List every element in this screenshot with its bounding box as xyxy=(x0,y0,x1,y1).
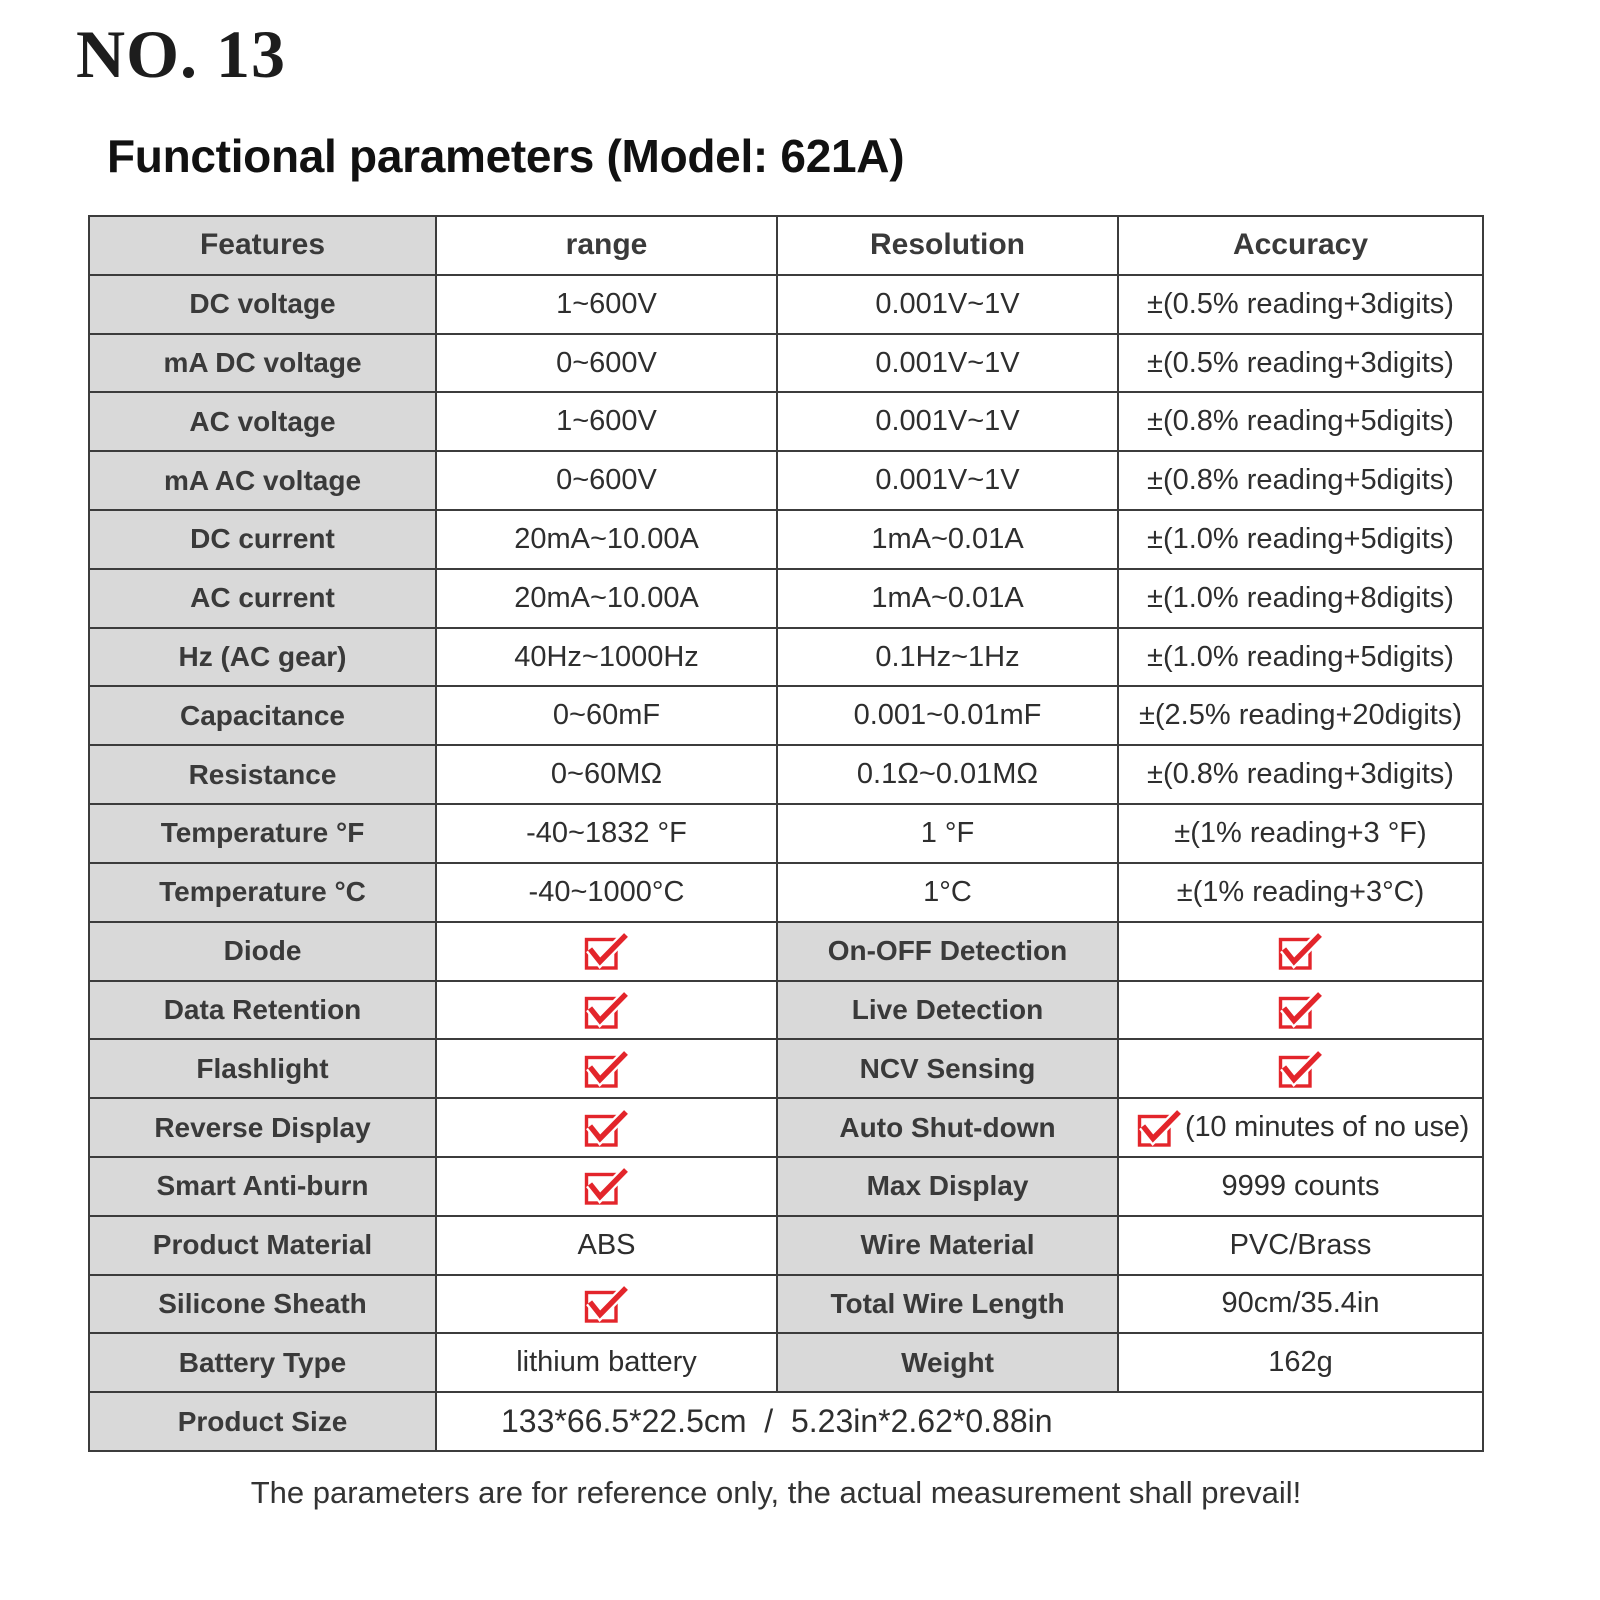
product-size-value: 133*66.5*22.5cm / 5.23in*2.62*0.88in xyxy=(437,1393,1484,1452)
feature-value: 9999 counts xyxy=(1119,1158,1484,1217)
accuracy-value: ±(0.8% reading+5digits) xyxy=(1119,452,1484,511)
feature-status xyxy=(1119,923,1484,982)
feature-label: AC current xyxy=(90,570,437,629)
feature-status xyxy=(1119,982,1484,1041)
accuracy-value: ±(1.0% reading+5digits) xyxy=(1119,511,1484,570)
feature-label: Capacitance xyxy=(90,687,437,746)
resolution-value: 0.001V~1V xyxy=(778,393,1119,452)
feature-label: Wire Material xyxy=(778,1217,1119,1276)
range-value: 40Hz~1000Hz xyxy=(437,629,778,688)
page-number: NO. 13 xyxy=(76,16,286,92)
checked-box-icon xyxy=(584,1166,630,1206)
feature-value: 90cm/35.4in xyxy=(1119,1276,1484,1335)
feature-label: On-OFF Detection xyxy=(778,923,1119,982)
feature-label: NCV Sensing xyxy=(778,1040,1119,1099)
feature-label: Hz (AC gear) xyxy=(90,629,437,688)
feature-value: 162g xyxy=(1119,1334,1484,1393)
feature-label: mA DC voltage xyxy=(90,335,437,394)
column-header-features: Features xyxy=(90,217,437,276)
range-value: -40~1832 °F xyxy=(437,805,778,864)
accuracy-value: ±(1% reading+3°C) xyxy=(1119,864,1484,923)
feature-label: Product Material xyxy=(90,1217,437,1276)
resolution-value: 1°C xyxy=(778,864,1119,923)
feature-label: Resistance xyxy=(90,746,437,805)
feature-label: Data Retention xyxy=(90,982,437,1041)
column-header-range: range xyxy=(437,217,778,276)
resolution-value: 0.1Ω~0.01MΩ xyxy=(778,746,1119,805)
feature-label: Total Wire Length xyxy=(778,1276,1119,1335)
range-value: 1~600V xyxy=(437,276,778,335)
footnote: The parameters are for reference only, the actual measurement shall prevail! xyxy=(250,1475,1302,1510)
accuracy-value: ±(0.8% reading+5digits) xyxy=(1119,393,1484,452)
column-header-accuracy: Accuracy xyxy=(1119,217,1484,276)
feature-status xyxy=(1119,1099,1484,1158)
feature-value: ABS xyxy=(437,1217,778,1276)
feature-label: Reverse Display xyxy=(90,1099,437,1158)
checked-box-icon xyxy=(1278,990,1324,1030)
feature-label: Temperature °C xyxy=(90,864,437,923)
feature-label: Diode xyxy=(90,923,437,982)
feature-value: PVC/Brass xyxy=(1119,1217,1484,1276)
range-value: 0~60MΩ xyxy=(437,746,778,805)
feature-label: mA AC voltage xyxy=(90,452,437,511)
feature-label: AC voltage xyxy=(90,393,437,452)
accuracy-value: ±(2.5% reading+20digits) xyxy=(1119,687,1484,746)
resolution-value: 0.001~0.01mF xyxy=(778,687,1119,746)
feature-status xyxy=(437,1158,778,1217)
feature-label: Flashlight xyxy=(90,1040,437,1099)
range-value: 20mA~10.00A xyxy=(437,511,778,570)
resolution-value: 0.1Hz~1Hz xyxy=(778,629,1119,688)
feature-status xyxy=(437,923,778,982)
range-value: -40~1000°C xyxy=(437,864,778,923)
feature-value: lithium battery xyxy=(437,1334,778,1393)
resolution-value: 0.001V~1V xyxy=(778,452,1119,511)
checked-box-icon xyxy=(584,990,630,1030)
accuracy-value: ±(1.0% reading+5digits) xyxy=(1119,629,1484,688)
feature-label: Weight xyxy=(778,1334,1119,1393)
feature-status xyxy=(1119,1040,1484,1099)
range-value: 0~60mF xyxy=(437,687,778,746)
resolution-value: 0.001V~1V xyxy=(778,335,1119,394)
feature-label: DC current xyxy=(90,511,437,570)
feature-label: Live Detection xyxy=(778,982,1119,1041)
resolution-value: 1 °F xyxy=(778,805,1119,864)
accuracy-value: ±(1% reading+3 °F) xyxy=(1119,805,1484,864)
range-value: 0~600V xyxy=(437,335,778,394)
resolution-value: 1mA~0.01A xyxy=(778,570,1119,629)
resolution-value: 1mA~0.01A xyxy=(778,511,1119,570)
feature-status xyxy=(437,1099,778,1158)
product-size-label: Product Size xyxy=(90,1393,437,1452)
resolution-value: 0.001V~1V xyxy=(778,276,1119,335)
range-value: 20mA~10.00A xyxy=(437,570,778,629)
feature-status xyxy=(437,1040,778,1099)
feature-status xyxy=(437,1276,778,1335)
feature-label: Smart Anti-burn xyxy=(90,1158,437,1217)
checked-box-icon xyxy=(1137,1108,1183,1148)
feature-label: Battery Type xyxy=(90,1334,437,1393)
column-header-resolution: Resolution xyxy=(778,217,1119,276)
feature-label: Max Display xyxy=(778,1158,1119,1217)
spec-table xyxy=(88,215,1484,1452)
accuracy-value: ±(1.0% reading+8digits) xyxy=(1119,570,1484,629)
range-value: 0~600V xyxy=(437,452,778,511)
accuracy-value: ±(0.5% reading+3digits) xyxy=(1119,335,1484,394)
checked-box-icon xyxy=(1278,931,1324,971)
checked-box-icon xyxy=(584,931,630,971)
feature-label: DC voltage xyxy=(90,276,437,335)
feature-label: Silicone Sheath xyxy=(90,1276,437,1335)
feature-label: Temperature °F xyxy=(90,805,437,864)
checked-box-icon xyxy=(584,1108,630,1148)
checked-box-icon xyxy=(584,1284,630,1324)
checked-box-icon xyxy=(584,1049,630,1089)
accuracy-value: ±(0.5% reading+3digits) xyxy=(1119,276,1484,335)
range-value: 1~600V xyxy=(437,393,778,452)
feature-label: Auto Shut-down xyxy=(778,1099,1119,1158)
page-title: Functional parameters (Model: 621A) xyxy=(107,130,905,182)
feature-status xyxy=(437,982,778,1041)
checked-box-icon xyxy=(1278,1049,1324,1089)
feature-note: (10 minutes of no use) xyxy=(1185,1111,1470,1144)
accuracy-value: ±(0.8% reading+3digits) xyxy=(1119,746,1484,805)
